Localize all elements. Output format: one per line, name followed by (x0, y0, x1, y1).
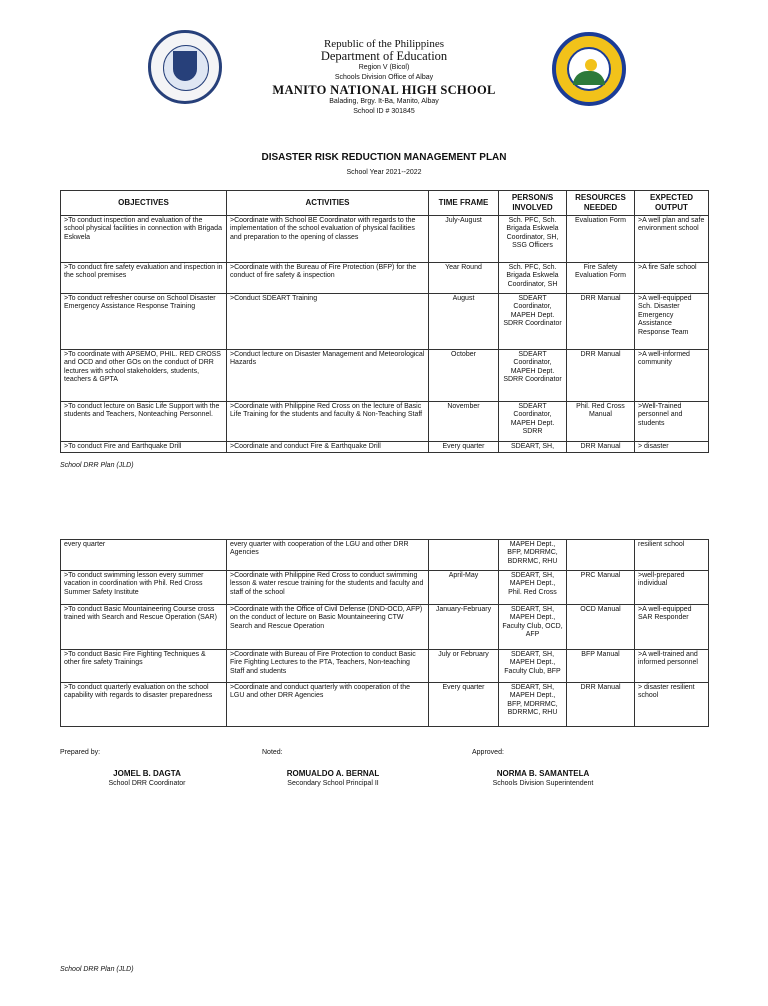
output-cell: >A well-trained and informed personnel (635, 650, 709, 683)
resources-cell: Phil. Red Cross Manual (567, 402, 635, 442)
time-frame-cell: Every quarter (429, 683, 499, 727)
activity-cell: >Coordinate with the Office of Civil Defense (DND-OCD, AFP) on the conduct of lecture on Basic Mountaineering CTW Search and Rescue Operation (227, 605, 429, 650)
resources-cell: DRR Manual (567, 683, 635, 727)
time-frame-cell (429, 540, 499, 571)
output-cell: >Well-Trained personnel and students (635, 402, 709, 442)
activity-cell: >Coordinate with Bureau of Fire Protection to conduct Basic Fire Fighting Lectures to the PTA, Teachers, Non-teaching Staff and students (227, 650, 429, 683)
resources-cell: OCD Manual (567, 605, 635, 650)
persons-cell: SDEART Coordinator, MAPEH Dept. SDRR Coordinator (499, 294, 567, 350)
activity-cell: every quarter with cooperation of the LGU and other DRR Agencies (227, 540, 429, 571)
persons-cell: SDEART, SH, MAPEH Dept., Faculty Club, BFP (499, 650, 567, 683)
objective-cell: >To conduct refresher course on School Disaster Emergency Assistance Response Training (61, 294, 227, 350)
activity-cell: >Conduct SDEART Training (227, 294, 429, 350)
table-row (61, 650, 709, 683)
table-row (61, 350, 709, 402)
activity-cell: >Coordinate with Philippine Red Cross to conduct swimming lesson & water rescue training for the students and faculty and staff of the school (227, 571, 429, 605)
school-name: MANITO NATIONAL HIGH SCHOOL (272, 83, 496, 97)
objective-cell: >To conduct Basic Fire Fighting Techniques & other fire safety Trainings (61, 650, 227, 683)
prepared-by-position: School DRR Coordinator (108, 780, 186, 787)
output-cell: >A well-equipped Sch. Disaster Emergency Assistance Response Team (635, 294, 709, 350)
resources-cell: Fire Safety Evaluation Form (567, 263, 635, 294)
activity-cell: >Coordinate and conduct quarterly with cooperation of the LGU and other DRR Agencies (227, 683, 429, 727)
approved-by-position: Schools Division Superintendent (492, 780, 594, 787)
persons-cell: Sch. PFC, Sch. Brigada Eskwela Coordinator, SH (499, 263, 567, 294)
time-frame-cell: July-August (429, 216, 499, 263)
persons-cell: SDEART, SH, MAPEH Dept., Faculty Club, OCD, AFP (499, 605, 567, 650)
objective-cell: >To conduct fire safety evaluation and inspection in the school premises (61, 263, 227, 294)
col-header-resources: RESOURCES NEEDED (567, 191, 635, 216)
col-header-time-frame: TIME FRAME (429, 191, 499, 216)
output-cell: >A well-informed community (635, 350, 709, 402)
drr-plan-table-continued (60, 539, 709, 727)
footer-note: School DRR Plan (JLD) (60, 966, 134, 973)
table-row (61, 442, 709, 453)
noted-by-name: ROMUALDO A. BERNAL (286, 769, 380, 778)
table-row (61, 683, 709, 727)
objective-cell: every quarter (61, 540, 227, 571)
output-cell: >A well-equipped SAR Responder (635, 605, 709, 650)
time-frame-cell: January-February (429, 605, 499, 650)
time-frame-cell: August (429, 294, 499, 350)
objective-cell: >To coordinate with APSEMO, PHIL. RED CROSS and OCD and other GOs on the conduct of DRR lectures with school stakeholders, students, teachers & GPTA (61, 350, 227, 402)
approved-label: Approved: (472, 749, 504, 756)
activity-cell: >Conduct lecture on Disaster Management and Meteorological Hazards (227, 350, 429, 402)
objective-cell: >To conduct swimming lesson every summer vacation in coordination with Phil. Red Cross Summer Safety Institute (61, 571, 227, 605)
republic-line: Republic of the Philippines (323, 38, 445, 50)
resources-cell (567, 540, 635, 571)
output-cell: >A fire Safe school (635, 263, 709, 294)
objective-cell: >To conduct Fire and Earthquake Drill (61, 442, 227, 453)
table-row (61, 605, 709, 650)
department-line: Department of Education (320, 49, 448, 63)
persons-cell: SDEART Coordinator, MAPEH Dept. SDRR Coordinator (499, 350, 567, 402)
objective-cell: >To conduct inspection and evaluation of the school physical facilities in connection with Brigada Eskwela (61, 216, 227, 263)
noted-label: Noted: (262, 749, 283, 756)
persons-cell: SDEART, SH, MAPEH Dept., Phil. Red Cross (499, 571, 567, 605)
resources-cell: BFP Manual (567, 650, 635, 683)
table-header-row (61, 191, 709, 216)
activity-cell: >Coordinate with the Bureau of Fire Protection (BFP) for the conduct of fire safety & inspection (227, 263, 429, 294)
time-frame-cell: Every quarter (429, 442, 499, 453)
time-frame-cell: November (429, 402, 499, 442)
persons-cell: SDEART, SH, MAPEH Dept., BFP, MDRRMC, BDRRMC, RHU (499, 683, 567, 727)
drr-plan-table (60, 190, 709, 453)
resources-cell: Evaluation Form (567, 216, 635, 263)
resources-cell: DRR Manual (567, 350, 635, 402)
school-year: School Year 2021--2022 (346, 169, 422, 176)
prepared-by-label: Prepared by: (60, 749, 101, 756)
persons-cell: SDEART, SH, (499, 442, 567, 453)
output-cell: > disaster resilient school (635, 683, 709, 727)
persons-cell: SDEART Coordinator, MAPEH Dept. SDRR (499, 402, 567, 442)
persons-cell: MAPEH Dept., BFP, MDRRMC, BDRRMC, RHU (499, 540, 567, 571)
activity-cell: >Coordinate with Philippine Red Cross on the lecture of Basic Life Training for the students and faculty & Non-Teaching Staff (227, 402, 429, 442)
col-header-persons: PERSON/S INVOLVED (499, 191, 567, 216)
footer-note: School DRR Plan (JLD) (60, 462, 134, 469)
table-row (61, 571, 709, 605)
school-address: Balading, Brgy. It-Ba, Manito, Albay (329, 98, 439, 105)
output-cell: >well-prepared individual (635, 571, 709, 605)
col-header-output: EXPECTED OUTPUT (635, 191, 709, 216)
output-cell: >A well plan and safe environment school (635, 216, 709, 263)
col-header-activities: ACTIVITIES (227, 191, 429, 216)
activity-cell: >Coordinate with School BE Coordinator with regards to the implementation of the school evaluation of physical facilities and preparation to the opening of classes (227, 216, 429, 263)
table-row (61, 294, 709, 350)
time-frame-cell: April-May (429, 571, 499, 605)
prepared-by-name: JOMEL B. DAGTA (113, 769, 181, 778)
time-frame-cell: July or February (429, 650, 499, 683)
resources-cell: DRR Manual (567, 294, 635, 350)
table-row (61, 540, 709, 571)
table-row (61, 402, 709, 442)
persons-cell: Sch. PFC, Sch. Brigada Eskwela Coordinator, SH, SSG Officers (499, 216, 567, 263)
noted-by-position: Secondary School Principal II (287, 780, 379, 787)
approved-by-name: NORMA B. SAMANTELA (496, 769, 590, 778)
region-line: Region V (Bicol) (358, 64, 410, 71)
time-frame-cell: Year Round (429, 263, 499, 294)
document-title: DISASTER RISK REDUCTION MANAGEMENT PLAN (261, 152, 507, 163)
division-line: Schools Division Office of Albay (334, 74, 434, 81)
objective-cell: >To conduct Basic Mountaineering Course cross trained with Search and Rescue Operation (SAR) (61, 605, 227, 650)
col-header-objectives: OBJECTIVES (61, 191, 227, 216)
time-frame-cell: October (429, 350, 499, 402)
output-cell: resilient school (635, 540, 709, 571)
objective-cell: >To conduct quarterly evaluation on the school capability with regards to disaster preparedness (61, 683, 227, 727)
table-row (61, 263, 709, 294)
school-id: School ID # 301845 (353, 108, 415, 115)
table-row (61, 216, 709, 263)
objective-cell: >To conduct lecture on Basic Life Support with the students and Teachers, Nonteaching Personnel. (61, 402, 227, 442)
resources-cell: DRR Manual (567, 442, 635, 453)
activity-cell: >Coordinate and conduct Fire & Earthquake Drill (227, 442, 429, 453)
output-cell: > disaster (635, 442, 709, 453)
resources-cell: PRC Manual (567, 571, 635, 605)
